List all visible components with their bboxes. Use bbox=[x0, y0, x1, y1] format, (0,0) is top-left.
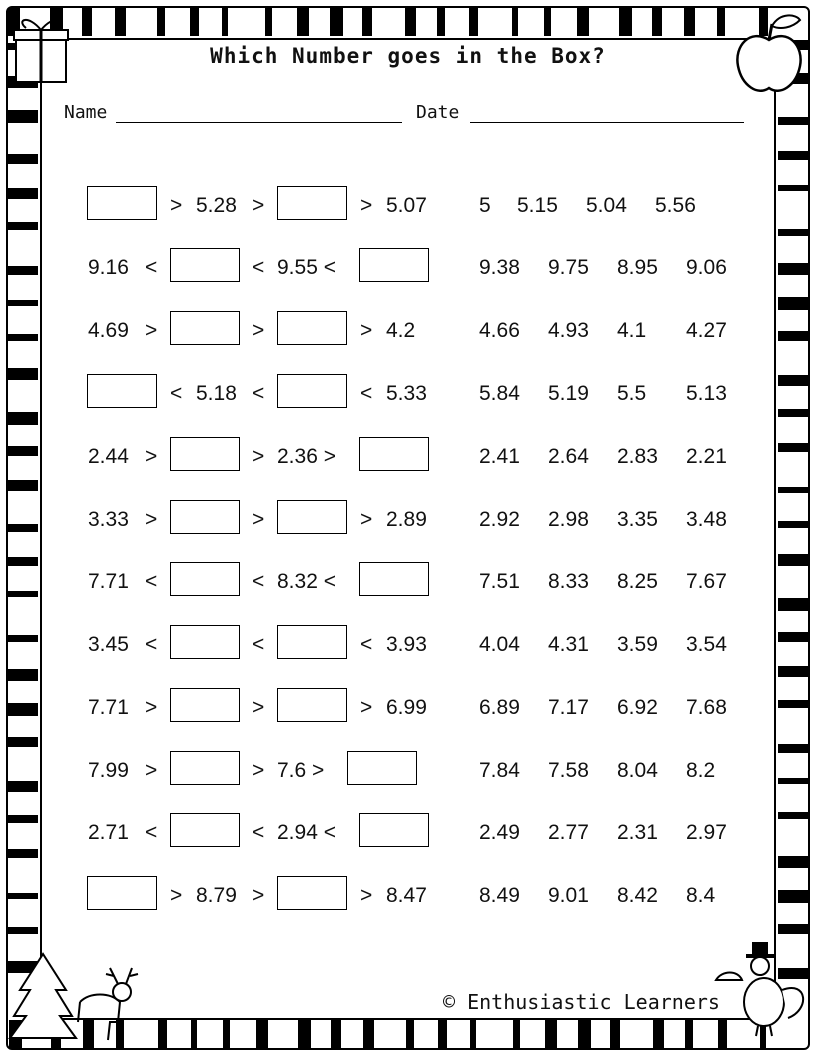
name-date-row bbox=[64, 100, 744, 126]
date-label: Date bbox=[416, 102, 460, 123]
answer-box[interactable] bbox=[170, 751, 240, 785]
comparison-sign: > bbox=[360, 194, 373, 217]
choice-number: 4.66 bbox=[479, 319, 520, 342]
comparison-sign: > bbox=[252, 319, 265, 342]
given-number: 6.99 bbox=[386, 696, 427, 719]
comparison-sign: > bbox=[360, 884, 373, 907]
given-number: 5.28 bbox=[196, 194, 237, 217]
problem-row bbox=[0, 311, 816, 351]
given-number: 2.89 bbox=[386, 508, 427, 531]
choice-number: 5.56 bbox=[655, 194, 696, 217]
choice-number: 5.15 bbox=[517, 194, 558, 217]
choice-number: 4.93 bbox=[548, 319, 589, 342]
choice-number: 4.31 bbox=[548, 633, 589, 656]
answer-box[interactable] bbox=[359, 813, 429, 847]
choice-number: 4.04 bbox=[479, 633, 520, 656]
choice-number: 9.38 bbox=[479, 256, 520, 279]
comparison-sign: < bbox=[145, 821, 158, 844]
reindeer-icon bbox=[60, 962, 140, 1047]
comparison-sign: > bbox=[170, 194, 183, 217]
choice-number: 2.92 bbox=[479, 508, 520, 531]
problem-row bbox=[0, 248, 816, 288]
answer-box[interactable] bbox=[359, 437, 429, 471]
choice-number: 2.41 bbox=[479, 445, 520, 468]
given-number: 8.47 bbox=[386, 884, 427, 907]
given-number: 9.16 bbox=[88, 256, 129, 279]
choice-number: 3.59 bbox=[617, 633, 658, 656]
choice-number: 8.04 bbox=[617, 759, 658, 782]
comparison-sign: > bbox=[360, 696, 373, 719]
answer-box[interactable] bbox=[277, 500, 347, 534]
choice-number: 7.51 bbox=[479, 570, 520, 593]
copyright-footer: © Enthusiastic Learners bbox=[443, 990, 720, 1014]
comparison-sign: > bbox=[252, 696, 265, 719]
problem-row bbox=[0, 876, 816, 916]
comparison-sign: > bbox=[145, 445, 158, 468]
given-number: 4.2 bbox=[386, 319, 416, 342]
answer-box[interactable] bbox=[87, 186, 157, 220]
choice-number: 5.84 bbox=[479, 382, 520, 405]
comparison-sign: < bbox=[252, 570, 265, 593]
answer-box[interactable] bbox=[347, 751, 417, 785]
given-number: 3.45 bbox=[88, 633, 129, 656]
answer-box[interactable] bbox=[87, 876, 157, 910]
answer-box[interactable] bbox=[170, 437, 240, 471]
answer-box[interactable] bbox=[359, 248, 429, 282]
choice-number: 8.25 bbox=[617, 570, 658, 593]
comparison-sign: < bbox=[252, 256, 265, 279]
choice-number: 8.4 bbox=[686, 884, 716, 907]
given-number: 3.33 bbox=[88, 508, 129, 531]
answer-box[interactable] bbox=[170, 813, 240, 847]
given-number: 2.44 bbox=[88, 445, 129, 468]
comparison-sign: > bbox=[360, 508, 373, 531]
problem-row bbox=[0, 437, 816, 477]
choice-number: 2.64 bbox=[548, 445, 589, 468]
choice-number: 5 bbox=[479, 194, 491, 217]
date-field[interactable] bbox=[470, 122, 744, 123]
comparison-sign: < bbox=[145, 256, 158, 279]
name-field[interactable] bbox=[116, 122, 402, 123]
problem-row bbox=[0, 813, 816, 853]
choice-number: 3.48 bbox=[686, 508, 727, 531]
answer-box[interactable] bbox=[87, 374, 157, 408]
answer-box[interactable] bbox=[170, 311, 240, 345]
problem-row bbox=[0, 500, 816, 540]
choice-number: 7.17 bbox=[548, 696, 589, 719]
choice-number: 2.77 bbox=[548, 821, 589, 844]
comparison-sign: < bbox=[170, 382, 183, 405]
problem-row bbox=[0, 688, 816, 728]
given-number: 2.36 > bbox=[277, 445, 336, 468]
comparison-sign: > bbox=[252, 194, 265, 217]
choice-number: 8.2 bbox=[686, 759, 716, 782]
comparison-sign: > bbox=[252, 508, 265, 531]
problem-row bbox=[0, 751, 816, 791]
answer-box[interactable] bbox=[277, 311, 347, 345]
answer-box[interactable] bbox=[277, 625, 347, 659]
given-number: 9.55 < bbox=[277, 256, 336, 279]
given-number: 7.6 > bbox=[277, 759, 325, 782]
answer-box[interactable] bbox=[277, 688, 347, 722]
comparison-sign: < bbox=[252, 633, 265, 656]
choice-number: 2.31 bbox=[617, 821, 658, 844]
answer-box[interactable] bbox=[359, 562, 429, 596]
worksheet-title: Which Number goes in the Box? bbox=[210, 44, 606, 68]
given-number: 2.94 < bbox=[277, 821, 336, 844]
choice-number: 3.54 bbox=[686, 633, 727, 656]
choice-number: 3.35 bbox=[617, 508, 658, 531]
choice-number: 5.19 bbox=[548, 382, 589, 405]
comparison-sign: < bbox=[252, 821, 265, 844]
comparison-sign: > bbox=[252, 759, 265, 782]
problem-row bbox=[0, 562, 816, 602]
problem-row bbox=[0, 374, 816, 414]
given-number: 2.71 bbox=[88, 821, 129, 844]
comparison-sign: < bbox=[252, 382, 265, 405]
given-number: 3.93 bbox=[386, 633, 427, 656]
comparison-sign: > bbox=[145, 759, 158, 782]
given-number: 5.07 bbox=[386, 194, 427, 217]
comparison-sign: < bbox=[360, 382, 373, 405]
answer-box[interactable] bbox=[170, 688, 240, 722]
choice-number: 8.49 bbox=[479, 884, 520, 907]
choice-number: 2.97 bbox=[686, 821, 727, 844]
choice-number: 7.84 bbox=[479, 759, 520, 782]
comparison-sign: > bbox=[170, 884, 183, 907]
given-number: 8.79 bbox=[196, 884, 237, 907]
choice-number: 7.68 bbox=[686, 696, 727, 719]
comparison-sign: > bbox=[252, 445, 265, 468]
choice-number: 6.92 bbox=[617, 696, 658, 719]
choice-number: 8.95 bbox=[617, 256, 658, 279]
answer-box[interactable] bbox=[277, 374, 347, 408]
choice-number: 5.13 bbox=[686, 382, 727, 405]
comparison-sign: > bbox=[145, 696, 158, 719]
given-number: 8.32 < bbox=[277, 570, 336, 593]
choice-number: 6.89 bbox=[479, 696, 520, 719]
choice-number: 4.1 bbox=[617, 319, 647, 342]
given-number: 5.33 bbox=[386, 382, 427, 405]
choice-number: 9.01 bbox=[548, 884, 589, 907]
given-number: 7.99 bbox=[88, 759, 129, 782]
choice-number: 9.75 bbox=[548, 256, 589, 279]
answer-box[interactable] bbox=[170, 625, 240, 659]
choice-number: 2.49 bbox=[479, 821, 520, 844]
choice-number: 7.58 bbox=[548, 759, 589, 782]
answer-box[interactable] bbox=[277, 186, 347, 220]
border-stripes-top bbox=[8, 8, 808, 36]
given-number: 7.71 bbox=[88, 570, 129, 593]
answer-box[interactable] bbox=[170, 562, 240, 596]
choice-number: 4.27 bbox=[686, 319, 727, 342]
comparison-sign: > bbox=[145, 508, 158, 531]
problem-row bbox=[0, 186, 816, 226]
comparison-sign: < bbox=[145, 633, 158, 656]
choice-number: 8.42 bbox=[617, 884, 658, 907]
choice-number: 5.04 bbox=[586, 194, 627, 217]
answer-box[interactable] bbox=[170, 248, 240, 282]
choice-number: 7.67 bbox=[686, 570, 727, 593]
name-label: Name bbox=[64, 102, 108, 123]
choice-number: 8.33 bbox=[548, 570, 589, 593]
answer-box[interactable] bbox=[170, 500, 240, 534]
choice-number: 2.98 bbox=[548, 508, 589, 531]
choice-number: 5.5 bbox=[617, 382, 647, 405]
given-number: 7.71 bbox=[88, 696, 129, 719]
choice-number: 2.21 bbox=[686, 445, 727, 468]
given-number: 5.18 bbox=[196, 382, 237, 405]
choice-number: 9.06 bbox=[686, 256, 727, 279]
given-number: 4.69 bbox=[88, 319, 129, 342]
answer-box[interactable] bbox=[277, 876, 347, 910]
comparison-sign: > bbox=[252, 884, 265, 907]
turkey-icon bbox=[712, 940, 812, 1040]
comparison-sign: > bbox=[360, 319, 373, 342]
problem-row bbox=[0, 625, 816, 665]
comparison-sign: < bbox=[145, 570, 158, 593]
choice-number: 2.83 bbox=[617, 445, 658, 468]
comparison-sign: > bbox=[145, 319, 158, 342]
comparison-sign: < bbox=[360, 633, 373, 656]
